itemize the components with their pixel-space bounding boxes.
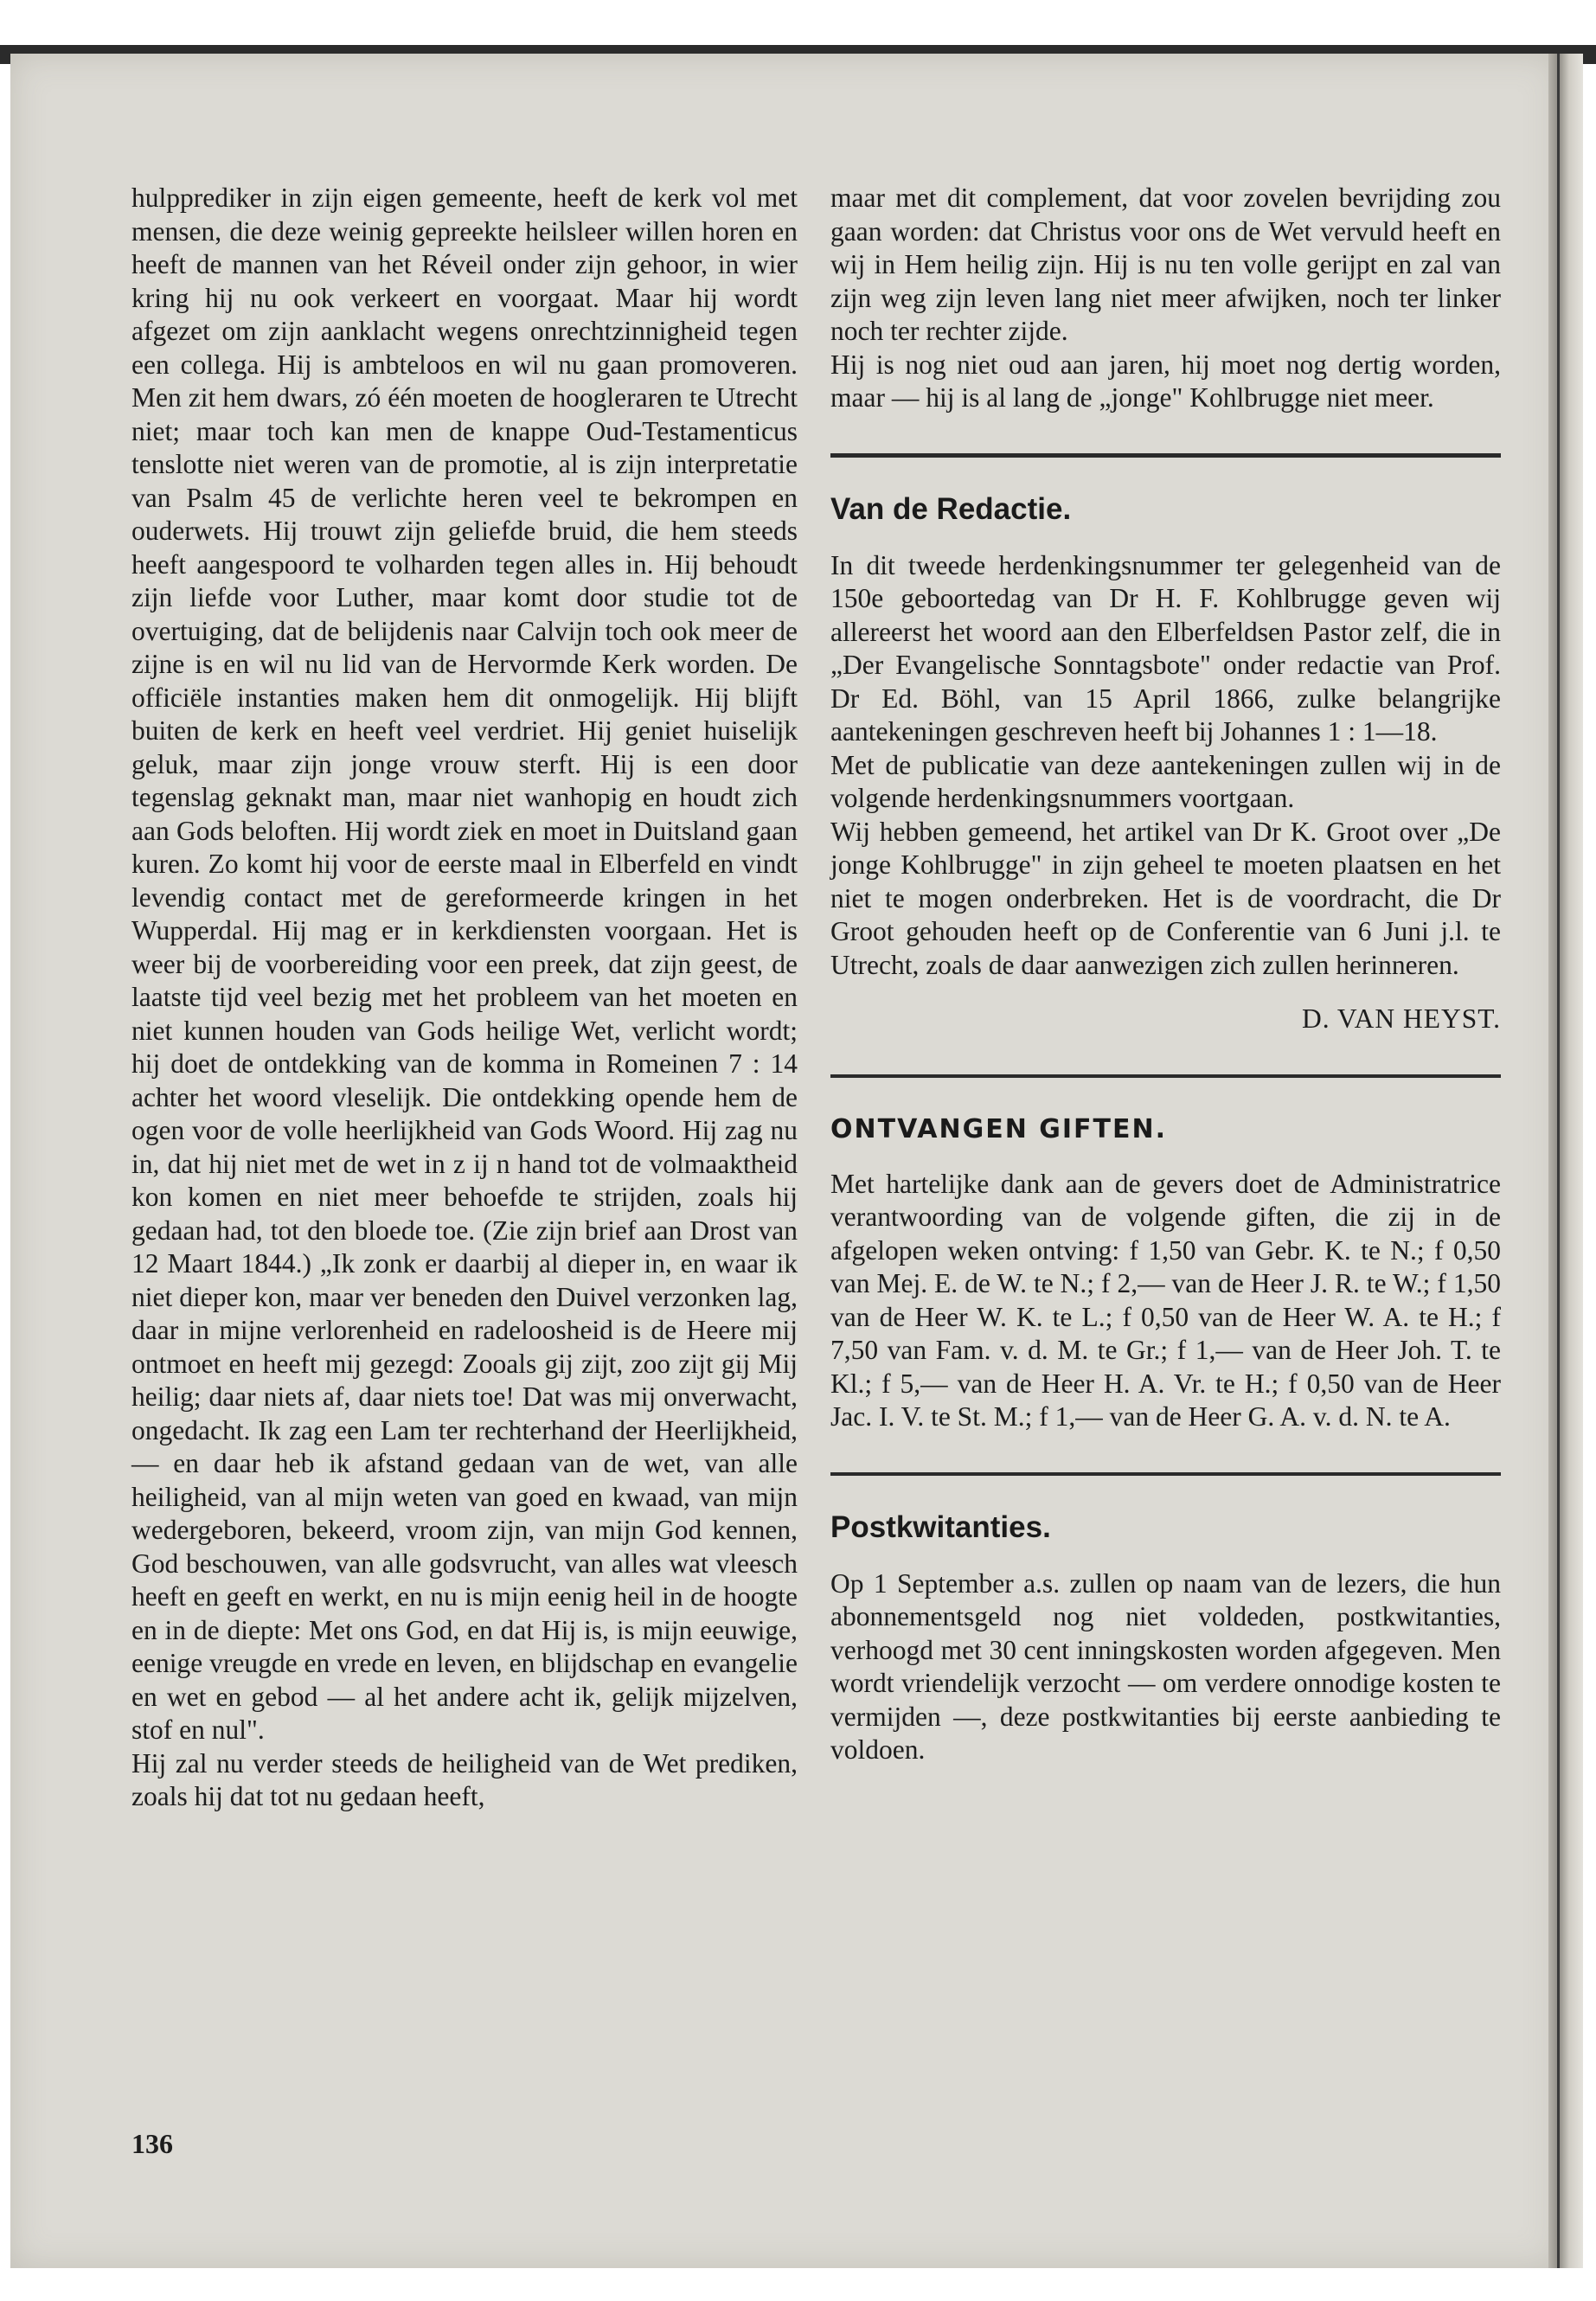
redactie-signature: D. VAN HEYST. <box>1301 1003 1501 1034</box>
left-column-paragraph: hulpprediker in zijn eigen gemeente, heeft de kerk vol met mensen, die deze weinig gepreekte heilsleer willen horen en heeft de mannen van het Réveil onder zijn gehoor, in wier kring hij nu ook verkeert en voorgaat. Maar hij wordt afgezet om zijn aanklacht wegens onrechtzinnigheid tegen een collega. Hij is ambteloos en wil nu gaan promoveren. Men zit hem dwars, zó één moeten de hoogleraren te Utrecht niet; maar toch kan men de knappe Oud-Testamenticus tenslotte niet weren van de promotie, al is zijn interpretatie van Psalm 45 de verlichte heren veel te bekrompen en ouderwets. Hij trouwt zijn geliefde bruid, die hem steeds heeft aangespoord te volharden tegen alles in. Hij behoudt zijn liefde voor Luther, maar komt door studie tot de overtuiging, dat de belijdenis naar Calvijn toch ook meer de zijne is en wil nu lid van de Hervormde Kerk worden. De officiële instanties maken hem dit onmogelijk. Hij blijft buiten de kerk en heeft veel verdriet. Hij geniet huiselijk geluk, maar zijn jonge vrouw sterft. Hij is een door tegenslag geknakt man, maar niet wanhopig en houdt zich aan Gods beloften. Hij wordt ziek en moet in Duitsland gaan kuren. Zo komt hij voor de eerste maal in Elberfeld en vindt levendig contact met de gereformeerde kringen in het Wupperdal. Hij mag er in kerkdiensten voorgaan. Het is weer bij de voorbereiding voor een preek, dat zijn geest, de laatste tijd veel bezig met het probleem van het moeten en niet kunnen houden van Gods heilige Wet, verlicht wordt; hij doet de ontdekking van de komma in Romeinen 7 : 14 achter het woord vleselijk. Die ontdekking opende hem de ogen voor de volle heerlijkheid van Gods Woord. Hij zag nu in, dat hij niet met de wet in z ij n hand tot de volmaaktheid kon komen en niet meer behoefde te strijden, zoals hij gedaan had, tot den bloede toe. (Zie zijn brief aan Drost van 12 Maart 1844.) „Ik zonk er daarbij al dieper in, en waar ik niet dieper kon, maar ver beneden den Duivel verzonken lag, daar in mijne verlorenheid en radeloosheid is de Heere mij ontmoet en heeft mij gezegd: Zooals gij zijt, zoo zijt gij Mij heilig; daar niets af, daar niets toe! Dat was mij onverwacht, ongedacht. Ik zag een Lam ter rechterhand der Heerlijkheid, — en daar heb ik afstand gedaan van de wet, van alle heiligheid, van al mijn weten van goed en kwaad, van mijn wedergeboren, bekeerd, vroom zijn, van mijn God kennen, God beschouwen, van alle godsvrucht, van alles wat vleesch heeft en geeft en werkt, en nu is mijn eenig heil in de hoogte en in de diepte: Met ons God, en dat Hij is, is mijn eeuwige, eenige vreugde en vrede en leven, en blijdschap en evangelie en wet en gebod — al het andere acht ik, gelijk mijzelven, stof en nul". <box>131 183 798 1745</box>
redactie-heading: Van de Redactie. <box>830 491 1072 526</box>
right-column-intro: maar met dit complement, dat voor zovelen bevrijding zou gaan worden: dat Christus voor ons de Wet vervuld heeft en wij in Hem heilig zijn. Hij is nu ten volle gerijpt en zal van zijn weg zijn leven lang niet meer afwijken, noch ter linker noch ter rechter zijde. <box>830 183 1501 346</box>
right-column <box>830 182 1501 1767</box>
section-divider <box>830 1074 1501 1078</box>
postkwitanties-heading: Postkwitanties. <box>830 1509 1051 1544</box>
giften-heading: ONTVANGEN GIFTEN. <box>830 1113 1167 1144</box>
binding-line <box>1557 54 1560 2268</box>
right-column-intro-2: Hij is nog niet oud aan jaren, hij moet nog dertig worden, maar — hij is al lang de „jonge" Kohlbrugge niet meer. <box>830 349 1501 413</box>
book-binding-edge <box>1548 54 1583 2268</box>
section-divider <box>830 1472 1501 1476</box>
left-column <box>131 182 798 1814</box>
page-number: 136 <box>131 2128 173 2159</box>
giften-paragraph: Met hartelijke dank aan de gevers doet de Administratrice verantwoording van de volgende giften, die zij in de afgelopen weken ontving: f 1,50 van Gebr. K. te N.; f 0,50 van Mej. E. de W. te N.; f 2,— van de Heer J. R. te W.; f 1,50 van de Heer W. K. te L.; f 0,50 van de Heer W. A. te H.; f 7,50 van Fam. v. d. M. te Gr.; f 1,— van de Heer Joh. T. te Kl.; f 5,— van de Heer H. A. Vr. te H.; f 0,50 van de Heer Jac. I. V. te St. M.; f 1,— van de Heer G. A. v. d. N. te A. <box>830 1168 1501 1432</box>
redactie-paragraph-2: Met de publicatie van deze aantekeningen zullen wij in de volgende herdenkingsnummers voortgaan. <box>830 749 1501 813</box>
redactie-paragraph-3: Wij hebben gemeend, het artikel van Dr K. Groot over „De jonge Kohlbrugge" in zijn geheel te moeten plaatsen en het niet te mogen onderbreken. Het is de voordracht, die Dr Groot gehouden heeft op de Conferentie van 6 Juni j.l. te Utrecht, zoals de daar aanwezigen zich zullen herinneren. <box>830 816 1501 980</box>
section-divider <box>830 453 1501 458</box>
redactie-paragraph-1: In dit tweede herdenkingsnummer ter gelegenheid van de 150e geboortedag van Dr H. F. Kohlbrugge geven wij allereerst het woord aan den Elberfeldsen Pastor zelf, die in „Der Evangelische Sonntagsbote" onder redactie van Prof. Dr Ed. Böhl, van 15 April 1866, zulke belangrijke aantekeningen geschreven heeft bij Johannes 1 : 1—18. <box>830 549 1501 747</box>
left-column-paragraph-2: Hij zal nu verder steeds de heiligheid van de Wet prediken, zoals hij dat tot nu gedaan heeft, <box>131 1747 798 1811</box>
postkwitanties-paragraph: Op 1 September a.s. zullen op naam van de lezers, die hun abonnementsgeld nog niet voldeden, postkwitanties, verhoogd met 30 cent inningskosten worden afgegeven. Men wordt vriendelijk verzocht — om verdere onnodige kosten te vermijden —, deze postkwitanties bij eerste aanbieding te voldoen. <box>830 1567 1501 1765</box>
